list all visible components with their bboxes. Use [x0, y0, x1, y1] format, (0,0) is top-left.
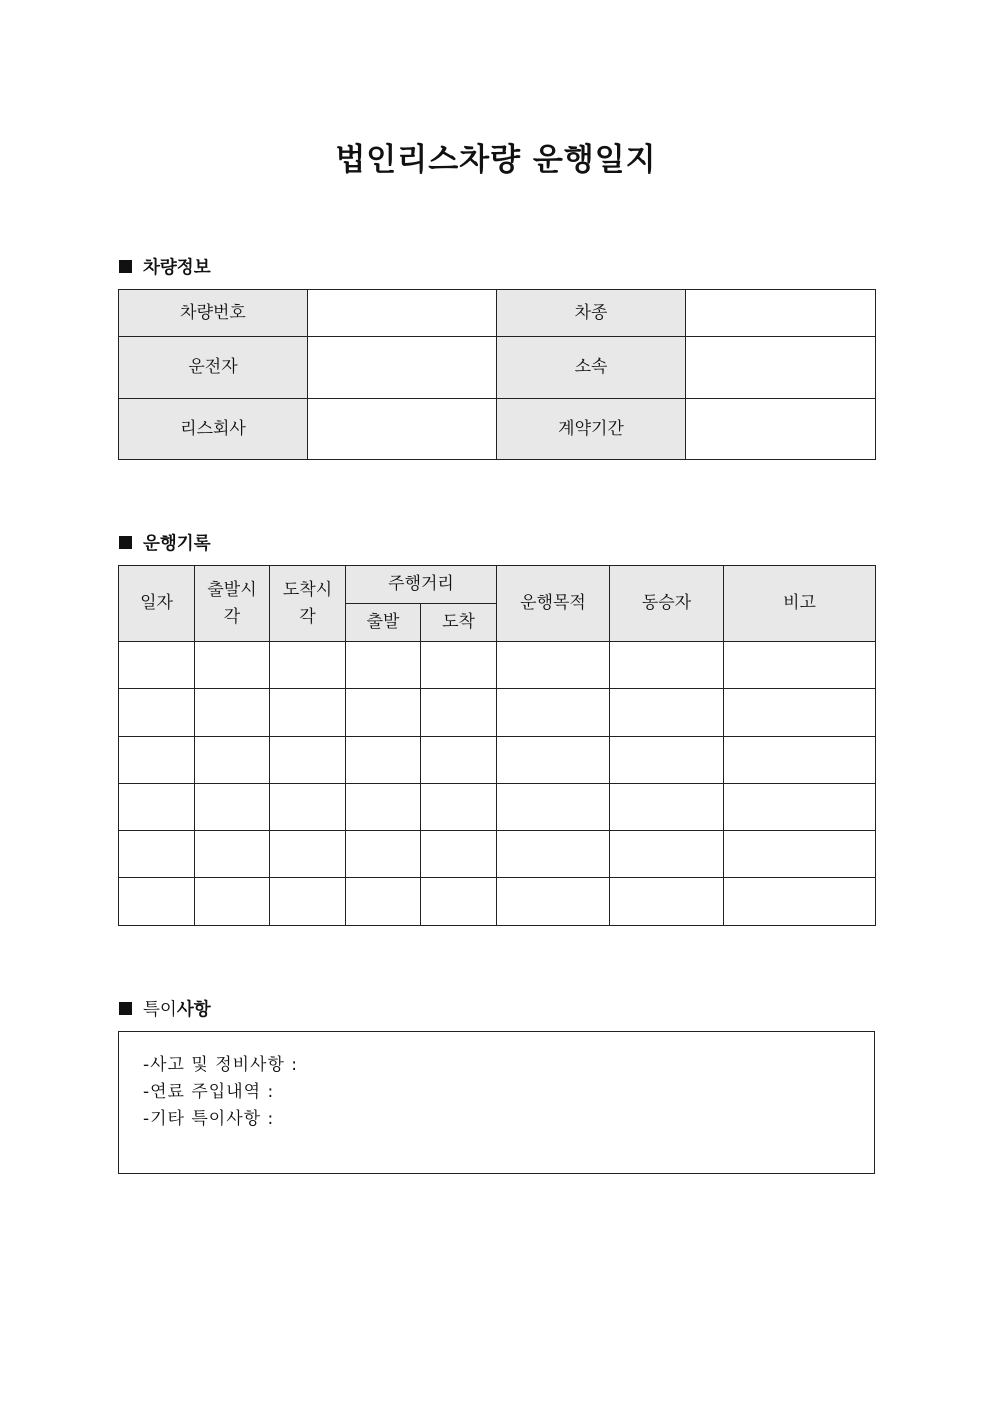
distance-arrive-cell[interactable]	[421, 737, 497, 784]
note-cell[interactable]	[724, 689, 876, 737]
arrive-time-cell[interactable]	[270, 689, 346, 737]
distance-header: 주행거리	[346, 566, 497, 604]
depart-time-header	[195, 566, 270, 642]
purpose-cell[interactable]	[497, 831, 610, 878]
purpose-cell[interactable]	[497, 689, 610, 737]
depart-time-cell[interactable]	[195, 737, 270, 784]
vehicle-info-row	[119, 399, 876, 460]
lease-company-field[interactable]	[308, 399, 497, 460]
square-bullet-icon	[119, 1002, 132, 1015]
purpose-header: 운행목적	[497, 566, 610, 642]
distance-depart-cell[interactable]	[346, 784, 421, 831]
plate-number-label: 차량번호	[119, 290, 308, 337]
log-body	[119, 642, 876, 926]
passenger-cell[interactable]	[610, 878, 724, 926]
note-header: 비고	[724, 566, 876, 642]
distance-depart-header: 출발	[346, 604, 421, 642]
note-cell[interactable]	[724, 878, 876, 926]
depart-time-cell[interactable]	[195, 831, 270, 878]
distance-depart-cell[interactable]	[346, 737, 421, 784]
remarks-section-heading	[119, 996, 211, 1021]
date-cell[interactable]	[119, 737, 195, 784]
purpose-cell[interactable]	[497, 784, 610, 831]
contract-period-label: 계약기간	[497, 399, 686, 460]
purpose-cell[interactable]	[497, 737, 610, 784]
depart-time-cell[interactable]	[195, 689, 270, 737]
passenger-cell[interactable]	[610, 737, 724, 784]
log-section-heading	[119, 530, 211, 555]
passenger-cell[interactable]	[610, 784, 724, 831]
distance-arrive-cell[interactable]	[421, 642, 497, 689]
vehicle-section-title: 차량정보	[143, 258, 211, 278]
car-model-field[interactable]	[686, 290, 876, 337]
distance-arrive-cell[interactable]	[421, 831, 497, 878]
arrive-time-cell[interactable]	[270, 831, 346, 878]
other-notes-line: -기타 특이사항 :	[143, 1109, 275, 1129]
distance-depart-cell[interactable]	[346, 642, 421, 689]
driving-log-table	[118, 565, 876, 926]
passenger-cell[interactable]	[610, 831, 724, 878]
arrive-time-cell[interactable]	[270, 642, 346, 689]
department-label: 소속	[497, 337, 686, 399]
date-header: 일자	[119, 566, 195, 642]
log-row	[119, 878, 876, 926]
square-bullet-icon	[119, 536, 132, 549]
distance-depart-cell[interactable]	[346, 831, 421, 878]
lease-company-label: 리스회사	[119, 399, 308, 460]
date-cell[interactable]	[119, 831, 195, 878]
vehicle-info-row	[119, 337, 876, 399]
page-title: 법인리스차량 운행일지	[335, 142, 657, 178]
date-cell[interactable]	[119, 642, 195, 689]
note-cell[interactable]	[724, 831, 876, 878]
log-row	[119, 831, 876, 878]
depart-time-cell[interactable]	[195, 642, 270, 689]
vehicle-section-heading	[119, 254, 211, 279]
distance-arrive-cell[interactable]	[421, 878, 497, 926]
purpose-cell[interactable]	[497, 642, 610, 689]
contract-period-field[interactable]	[686, 399, 876, 460]
depart-time-cell[interactable]	[195, 784, 270, 831]
arrive-time-cell[interactable]	[270, 784, 346, 831]
arrive-time-header-text: 도착시각	[282, 579, 333, 627]
square-bullet-icon	[119, 260, 132, 273]
arrive-time-cell[interactable]	[270, 878, 346, 926]
vehicle-info-row	[119, 290, 876, 337]
arrive-time-cell[interactable]	[270, 737, 346, 784]
distance-depart-cell[interactable]	[346, 689, 421, 737]
note-cell[interactable]	[724, 784, 876, 831]
passenger-header: 동승자	[610, 566, 724, 642]
accident-maintenance-line: -사고 및 정비사항 :	[143, 1055, 299, 1075]
passenger-cell[interactable]	[610, 689, 724, 737]
remarks-section-title-part2: 사항	[176, 1000, 211, 1020]
arrive-time-header	[270, 566, 346, 642]
purpose-cell[interactable]	[497, 878, 610, 926]
department-field[interactable]	[686, 337, 876, 399]
remarks-section-title-part1: 특이	[143, 1000, 177, 1020]
depart-time-header-text: 출발시각	[207, 579, 257, 627]
distance-arrive-header: 도착	[421, 604, 497, 642]
car-model-label: 차종	[497, 290, 686, 337]
log-row	[119, 642, 876, 689]
log-section-title: 운행기록	[143, 534, 211, 554]
log-row	[119, 737, 876, 784]
log-header-row	[119, 566, 876, 604]
date-cell[interactable]	[119, 689, 195, 737]
vehicle-info-table	[118, 289, 876, 460]
depart-time-cell[interactable]	[195, 878, 270, 926]
distance-arrive-cell[interactable]	[421, 689, 497, 737]
driver-field[interactable]	[308, 337, 497, 399]
distance-depart-cell[interactable]	[346, 878, 421, 926]
driver-label: 운전자	[119, 337, 308, 399]
remarks-box[interactable]	[118, 1031, 875, 1174]
note-cell[interactable]	[724, 642, 876, 689]
plate-number-field[interactable]	[308, 290, 497, 337]
log-row	[119, 784, 876, 831]
date-cell[interactable]	[119, 784, 195, 831]
log-row	[119, 689, 876, 737]
passenger-cell[interactable]	[610, 642, 724, 689]
note-cell[interactable]	[724, 737, 876, 784]
distance-arrive-cell[interactable]	[421, 784, 497, 831]
fuel-record-line: -연료 주입내역 :	[143, 1082, 275, 1102]
date-cell[interactable]	[119, 878, 195, 926]
